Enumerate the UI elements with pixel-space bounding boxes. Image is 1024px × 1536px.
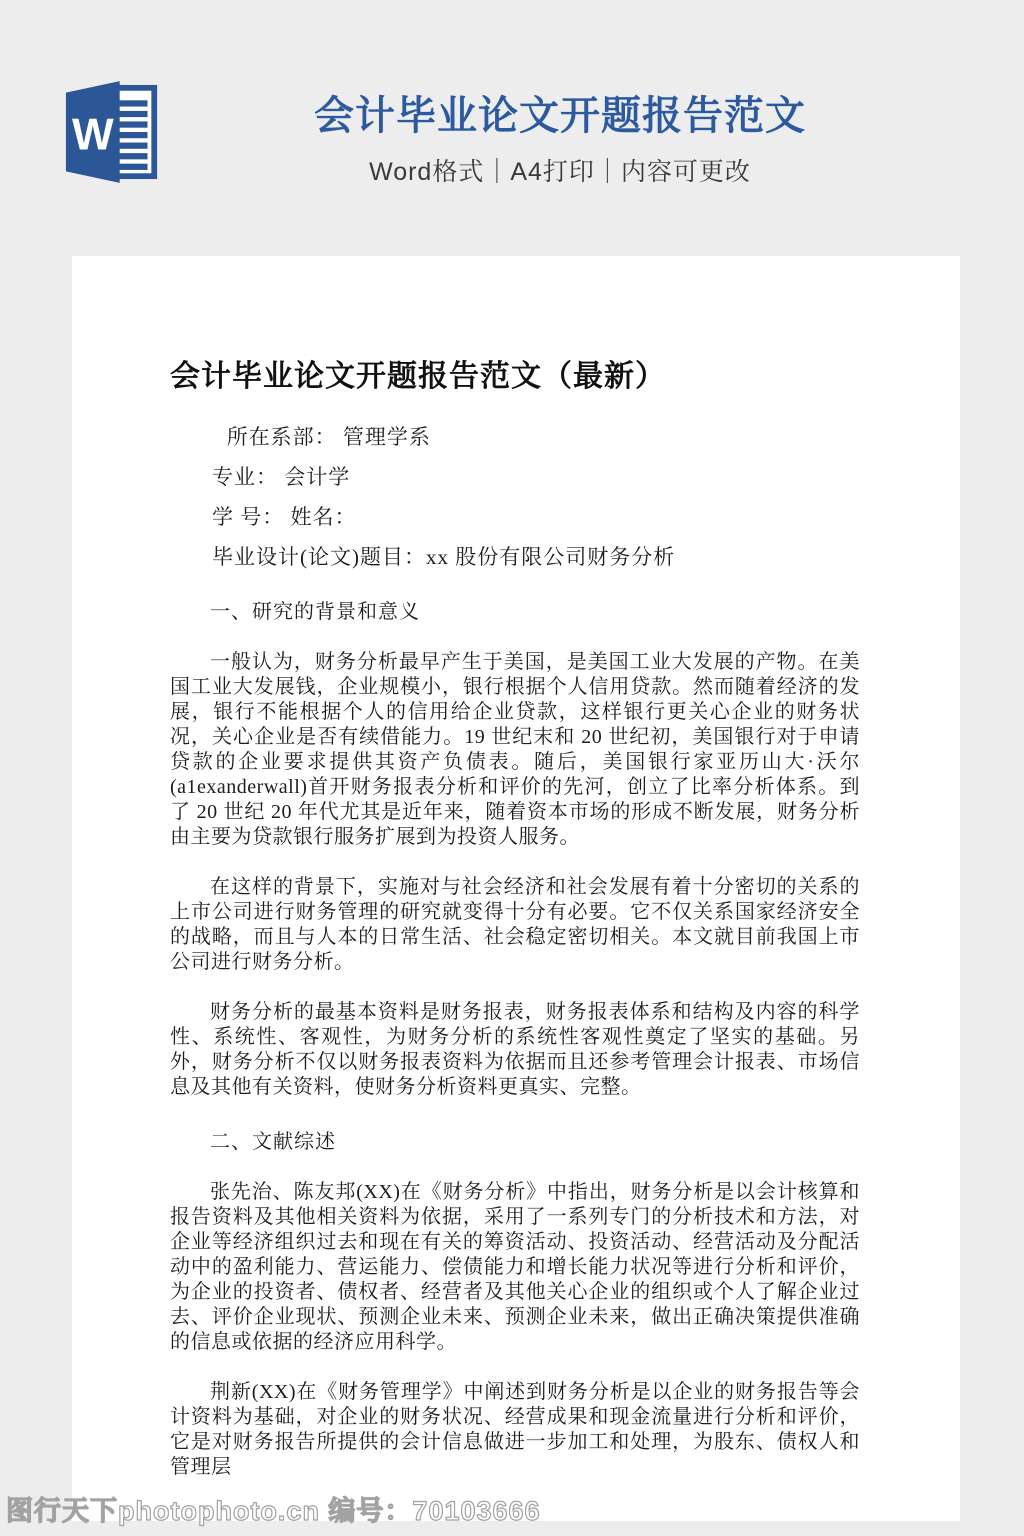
watermark-text: 图行天下photophoto.cn 编号：70103666 — [6, 1496, 541, 1526]
body-paragraph: 荆新(XX)在《财务管理学》中阐述到财务分析是以企业的财务报告等会计资料为基础，对企业的财务状况、经营成果和现金流量进行分析和评价，它是对财务报告所提供的会计信息做进一步加工和处理，为股东、债权人和管理层 — [170, 1381, 860, 1478]
body-paragraph: 财务分析的最基本资料是财务报表，财务报表体系和结构及内容的科学性、系统性、客观性，为财务分析的系统性客观性奠定了坚实的基础。另外，财务分析不仅以财务报表资料为依据而且还参考管理会计报表、市场信息及其他有关资料，使财务分析资料更真实、完整。 — [170, 1001, 860, 1098]
body-paragraph: 一般认为，财务分析最早产生于美国，是美国工业大发展的产物。在美国工业大发展钱，企业规模小，银行根据个人信用贷款。然而随着经济的发展，银行不能根据个人的信用给企业贷款，这样银行更关心企业的财务状况，关心企业是否有续借能力。19 世纪末和 20 世纪初，美国银行对于申请贷款的企业要求提供其资产负债表。随后，美国银行家亚历山大·沃尔(a1exanderwall)首开财务报表分析和评价的先河，创立了比率分析体系。到了 20 世纪 20 年代尤其是近年来，随着资本市场的形成不断发展，财务分析由主要为贷款银行服务扩展到为投资人服务。 — [170, 651, 860, 848]
document-page — [72, 256, 960, 1521]
word-icon — [64, 78, 160, 186]
template-title: 会计毕业论文开题报告范文 — [314, 94, 806, 138]
preview-header — [0, 0, 1024, 256]
doc-info-line-major: 专业： 会计学 — [212, 465, 351, 489]
page-title: 会计毕业论文开题报告范文（最新） — [170, 360, 666, 393]
body-paragraph: 在这样的背景下，实施对与社会经济和社会发展有着十分密切的关系的上市公司进行财务管理的研究就变得十分有必要。它不仅关系国家经济安全的战略，而且与人本的日常生活、社会稳定密切相关。本文就目前我国上市公司进行财务分析。 — [170, 876, 860, 973]
doc-info-line-department: 所在系部： 管理学系 — [226, 425, 431, 449]
word-icon-letter: W — [71, 110, 114, 160]
header-text-block — [160, 92, 960, 188]
doc-info-line-student: 学 号： 姓名： — [212, 505, 357, 529]
body-paragraph: 张先治、陈友邦(XX)在《财务分析》中指出，财务分析是以会计核算和报告资料及其他相关资料为依据，采用了一系列专门的分析技术和方法，对企业等经济组织过去和现在有关的筹资活动、投资活动、经营活动及分配活动中的盈利能力、营运能力、偿债能力和增长能力状况等进行分析和评价，为企业的投资者、债权者、经营者及其他关心企业的组织或个人了解企业过去、评价企业现状、预测企业未来、预测企业未来，做出正确决策提供准确的信息或依据的经济应用科学。 — [170, 1181, 860, 1353]
template-subtitle: Word格式｜A4打印｜内容可更改 — [369, 158, 751, 186]
doc-info-line-thesis-topic: 毕业设计(论文)题目：xx 股份有限公司财务分析 — [212, 545, 676, 569]
section-heading-2: 二、文献综述 — [210, 1131, 336, 1153]
section-heading-1: 一、研究的背景和意义 — [210, 601, 420, 623]
